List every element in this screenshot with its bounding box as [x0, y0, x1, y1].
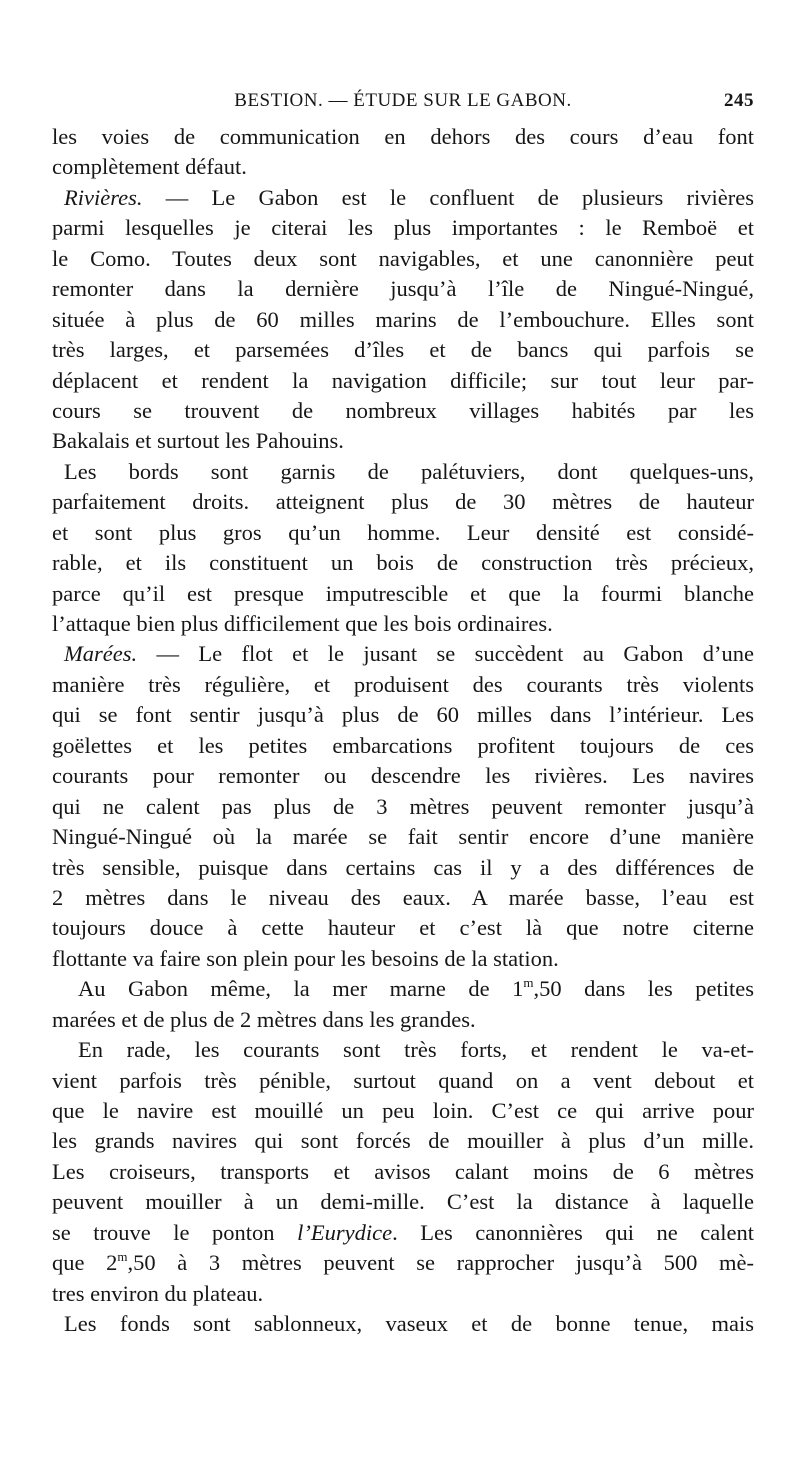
text-line: Ningué-Ningué où la marée se fait sentir encore d’une manière — [52, 824, 754, 850]
text-line: peuvent mouiller à un demi-mille. C’est la distance à laquelle — [52, 1189, 754, 1215]
text-line: flottante va faire son plein pour les besoins de la station. — [52, 945, 559, 971]
text-line: parmi lesquelles je citerai les plus importantes : le Remboë et — [52, 215, 754, 241]
text-line: complètement défaut. — [52, 154, 247, 180]
paragraph — [52, 1035, 754, 1309]
text-line: Rivières. — Le Gabon est le confluent de plusieurs rivières — [64, 184, 754, 210]
text-line: Marées. — Le flot et le jusant se succèdent au Gabon d’une — [64, 641, 754, 667]
text-line: rable, et ils constituent un bois de construction très précieux, — [52, 550, 754, 576]
text-line: manière très régulière, et produisent des courants très violents — [52, 671, 754, 697]
text-line: Bakalais et surtout les Pahouins. — [52, 428, 344, 454]
text-line: et sont plus gros qu’un homme. Leur densité est considé- — [52, 519, 754, 545]
text-line: les voies de communication en dehors des cours d’eau font — [52, 124, 754, 149]
text-line: que le navire est mouillé un peu loin. C’est ce qui arrive pour — [52, 1098, 754, 1123]
text-line: 2 mètres dans le niveau des eaux. A marée basse, l’eau est — [52, 884, 754, 910]
text-line: vient parfois très pénible, surtout quand on a vent debout et — [52, 1067, 754, 1093]
text-line: Les croiseurs, transports et avisos calant moins de 6 mètres — [52, 1158, 754, 1184]
text-line: remonter dans la dernière jusqu’à l’île de Ningué-Ningué, — [52, 276, 754, 302]
text-line: le Como. Toutes deux sont navigables, et une canonnière peut — [52, 245, 754, 271]
text-line: tres environ du plateau. — [52, 1280, 264, 1306]
text-line: Les fonds sont sablonneux, vaseux et de bonne tenue, mais — [64, 1311, 754, 1337]
text-line: très larges, et parsemées d’îles et de bancs qui parfois se — [52, 337, 754, 363]
paragraph-rivieres — [52, 183, 754, 457]
running-title: BESTION. — ÉTUDE SUR LE GABON. — [234, 90, 572, 111]
text-line: très sensible, puisque dans certains cas il y a des différences de — [52, 854, 754, 880]
paragraph-marees — [52, 639, 754, 974]
text-line: qui ne calent pas plus de 3 mètres peuvent remonter jusqu’à — [52, 793, 754, 819]
paragraph — [52, 974, 754, 1035]
text-line: parfaitement droits. atteignent plus de 30 mètres de hauteur — [52, 489, 754, 515]
text-line: parce qu’il est presque imputrescible et que la fourmi blanche — [52, 580, 754, 606]
superscript-unit: m — [523, 975, 534, 991]
text-line: Au Gabon même, la mer marne de 1$^m$,50 dans les petites — [78, 975, 754, 1002]
section-heading-rivieres: Rivières. — [64, 184, 143, 210]
page-body — [52, 122, 754, 1340]
text-line: les grands navires qui sont forcés de mouiller à plus d’un mille. — [52, 1128, 754, 1154]
text-line: marées et de plus de 2 mètres dans les grandes. — [52, 1006, 476, 1032]
text-line: que 2$^m$,50 à 3 mètres peuvent se rapprocher jusqu’à 500 mè- — [52, 1249, 754, 1276]
paragraph — [52, 122, 754, 183]
text-line: courants pour remonter ou descendre les rivières. Les navires — [52, 763, 754, 789]
text-line: goëlettes et les petites embarcations profitent toujours de ces — [52, 732, 754, 758]
text-line: l’attaque bien plus difficilement que les bois ordinaires. — [52, 611, 553, 636]
text-line: située à plus de 60 milles marins de l’embouchure. Elles sont — [52, 306, 754, 332]
paragraph — [52, 457, 754, 640]
text-line: qui se font sentir jusqu’à plus de 60 milles dans l’intérieur. Les — [52, 702, 754, 728]
text-line: En rade, les courants sont très forts, et rendent le va-et- — [78, 1037, 754, 1063]
text-line: cours se trouvent de nombreux villages habités par les — [52, 397, 754, 423]
superscript-unit: m — [117, 1249, 128, 1265]
paragraph — [52, 1309, 754, 1339]
page-number: 245 — [724, 90, 754, 111]
text-line: se trouve le ponton l’Eurydice. Les canonnières qui ne calent — [52, 1219, 754, 1245]
text-line: toujours douce à cette hauteur et c’est là que notre citerne — [52, 915, 754, 941]
text-line: Les bords sont garnis de palétuviers, dont quelques-uns, — [64, 458, 754, 484]
text-line: déplacent et rendent la navigation difficile; sur tout leur par- — [52, 367, 754, 393]
section-heading-marees: Marées. — [64, 641, 138, 667]
running-header — [52, 88, 754, 118]
ship-name: l’Eurydice — [297, 1219, 393, 1245]
